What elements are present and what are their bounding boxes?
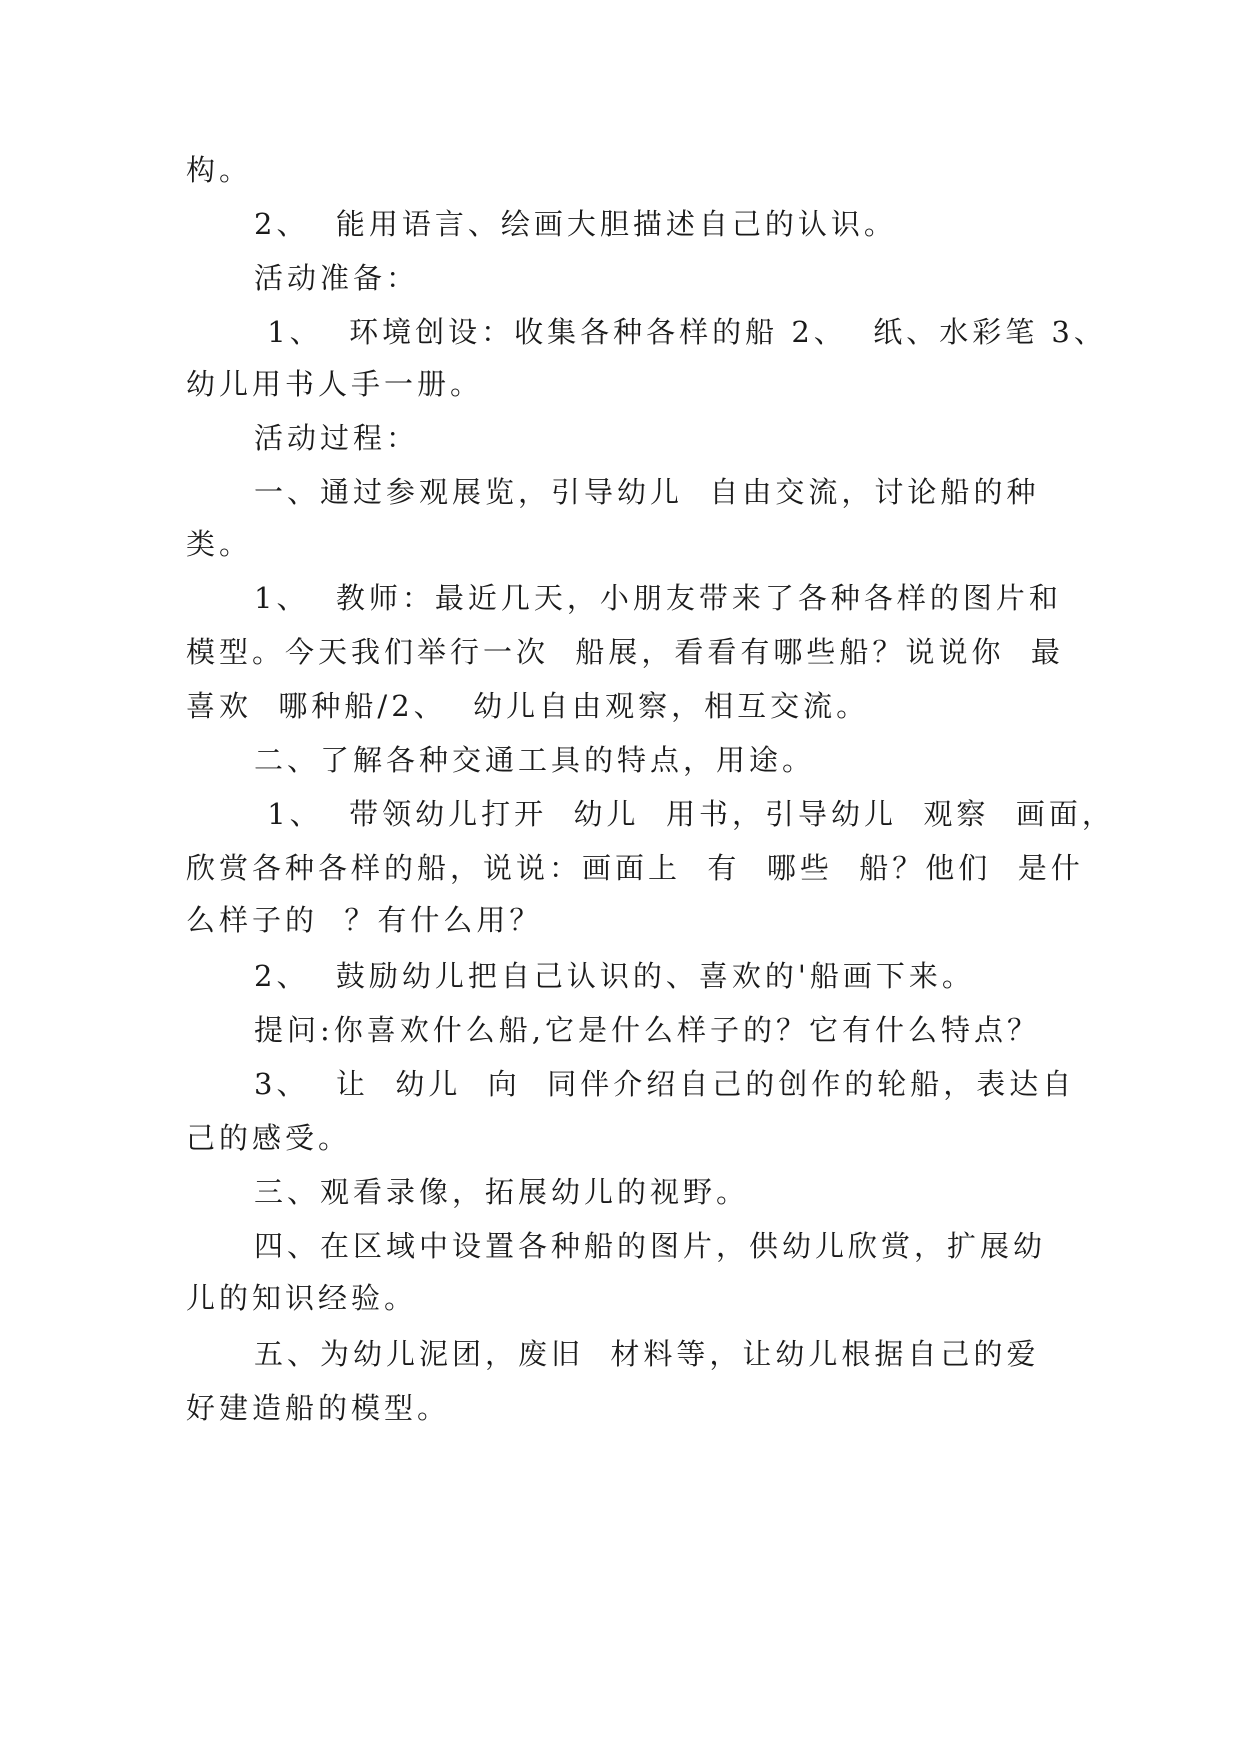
text-line: 1、 带领幼儿打开 幼儿 用书，引导幼儿 观察 画面，	[254, 797, 1115, 831]
text-line: 三、观看录像，拓展幼儿的视野。	[254, 1175, 750, 1209]
text-line: 3、 让 幼儿 向 同伴介绍自己的创作的轮船，表达自	[254, 1067, 1076, 1101]
section-heading: 活动过程：	[254, 421, 420, 455]
text-line: 2、 能用语言、绘画大胆描述自己的认识。	[254, 207, 897, 241]
text-line: 模型。今天我们举行一次 船展，看看有哪些船？说说你 最	[186, 635, 1064, 669]
text-line: 己的感受。	[186, 1121, 352, 1155]
text-line: 幼儿用书人手一册。	[186, 367, 484, 401]
text-line: 五、为幼儿泥团，废旧 材料等，让幼儿根据自己的爱	[254, 1337, 1040, 1371]
text-line: 四、在区域中设置各种船的图片，供幼儿欣赏，扩展幼	[254, 1229, 1047, 1263]
text-line: 好建造船的模型。	[186, 1391, 451, 1425]
text-line: 2、 鼓励幼儿把自己认识的、喜欢的'船画下来。	[254, 959, 975, 993]
text-line: 喜欢 哪种船/2、 幼儿自由观察，相互交流。	[186, 689, 870, 723]
text-line: 类。	[186, 527, 253, 561]
text-line: 么样子的 ？有什么用？	[186, 903, 543, 937]
section-heading: 活动准备：	[254, 261, 420, 295]
text-line: 一、通过参观展览，引导幼儿 自由交流，讨论船的种	[254, 475, 1040, 509]
text-line: 二、了解各种交通工具的特点，用途。	[254, 743, 816, 777]
text-line: 提问:你喜欢什么船,它是什么样子的？它有什么特点？	[254, 1013, 1040, 1047]
text-line: 构。	[186, 153, 253, 187]
text-line: 儿的知识经验。	[186, 1281, 418, 1315]
text-line: 1、 教师：最近几天，小朋友带来了各种各样的图片和	[254, 581, 1062, 615]
text-line: 1、 环境创设：收集各种各样的船 2、 纸、水彩笔 3、	[254, 315, 1107, 349]
text-line: 欣赏各种各样的船，说说：画面上 有 哪些 船？他们 是什	[186, 851, 1084, 885]
